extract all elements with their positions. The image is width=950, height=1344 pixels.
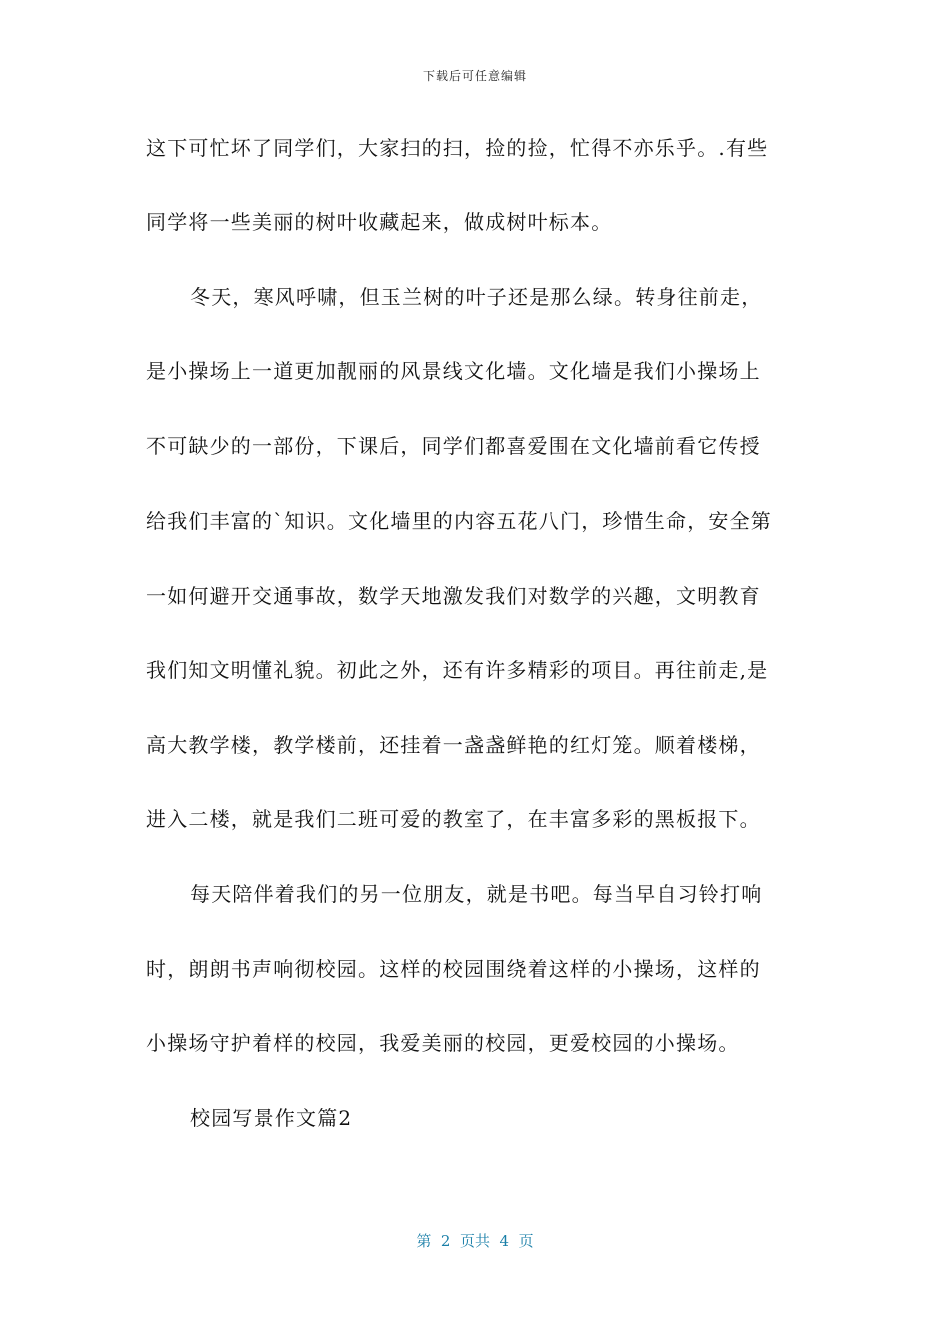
body-line: 进入二楼，就是我们二班可爱的教室了，在丰富多彩的黑板报下。	[146, 807, 761, 831]
body-line: 不可缺少的一部份，下课后，同学们都喜爱围在文化墙前看它传授	[146, 434, 761, 458]
header-note: 下载后可任意编辑	[422, 69, 527, 83]
body-line: 时，朗朗书声响彻校园。这样的校园围绕着这样的小操场，这样的	[146, 957, 761, 981]
section-heading: 校园写景作文篇2	[190, 1106, 353, 1130]
body-line: 我们知文明懂礼貌。初此之外，还有许多精彩的项目。再往前走,是	[146, 658, 769, 682]
body-line: 给我们丰富的`知识。文化墙里的内容五花八门，珍惜生命，安全第	[146, 509, 772, 533]
body-line: 这下可忙坏了同学们，大家扫的扫，捡的捡，忙得不亦乐乎。.有些	[146, 136, 769, 160]
body-line: 高大教学楼，教学楼前，还挂着一盏盏鲜艳的红灯笼。顺着楼梯，	[146, 733, 761, 757]
body-line: 每天陪伴着我们的另一位朋友，就是书吧。每当早自习铃打响	[190, 882, 763, 906]
body-line: 一如何避开交通事故，数学天地激发我们对数学的兴趣，文明教育	[146, 584, 761, 608]
body-line: 同学将一些美丽的树叶收藏起来，做成树叶标本。	[146, 210, 613, 234]
body-line: 冬天，寒风呼啸，但玉兰树的叶子还是那么绿。转身往前走，	[190, 285, 763, 309]
body-line: 是小操场上一道更加靓丽的风景线文化墙。文化墙是我们小操场上	[146, 359, 761, 383]
body-line: 小操场守护着样的校园，我爱美丽的校园，更爱校园的小操场。	[146, 1031, 740, 1055]
page-footer: 第 2 页共 4 页	[416, 1232, 534, 1250]
